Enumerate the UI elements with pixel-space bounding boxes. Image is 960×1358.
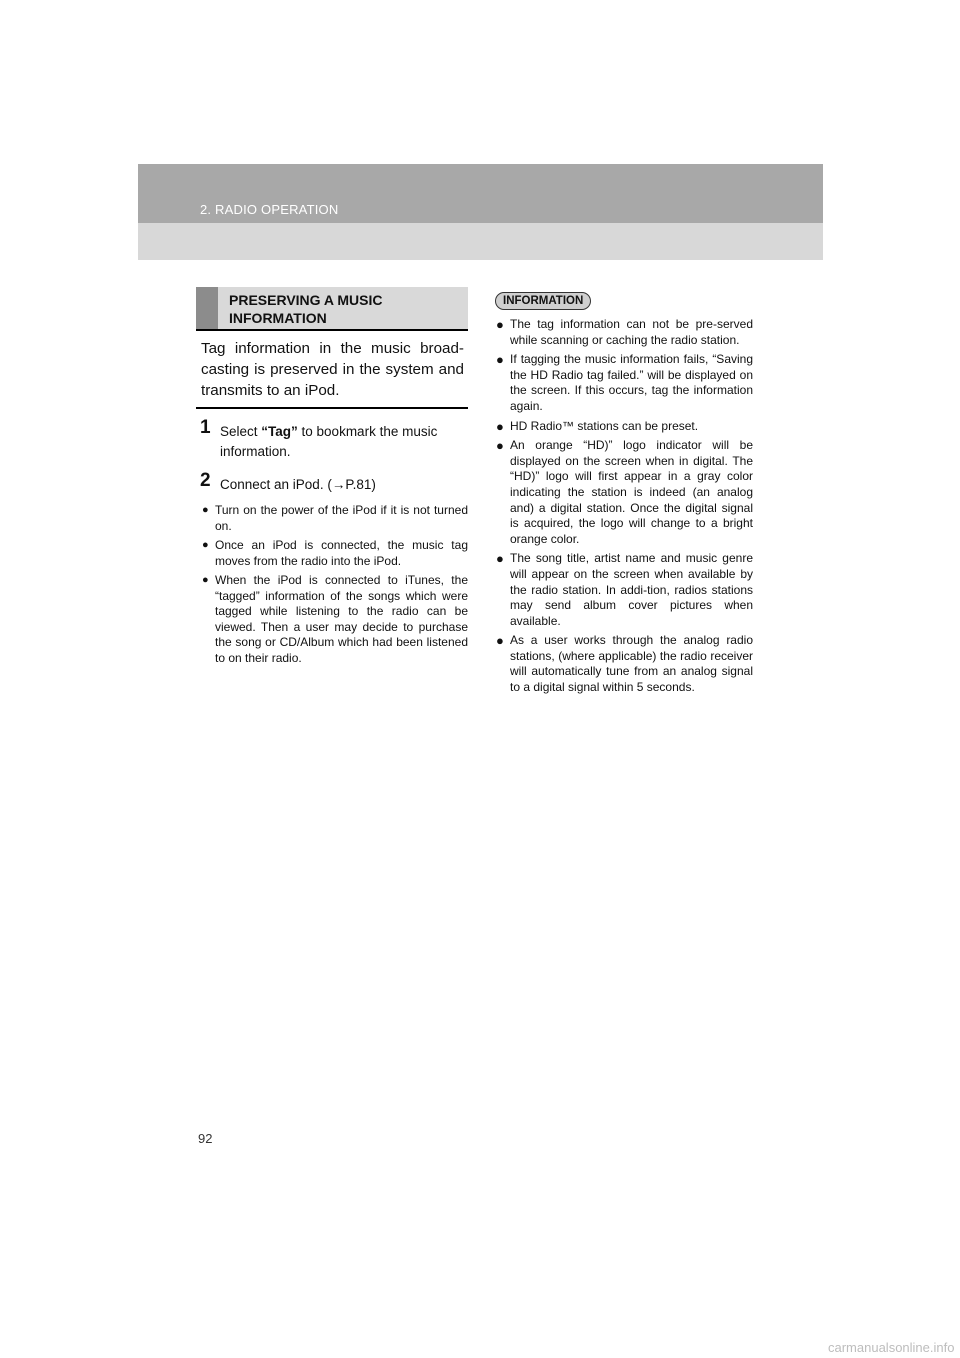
information-column bbox=[495, 291, 753, 700]
list-item-text: The tag information can not be pre-served while scanning or caching the radio station. bbox=[510, 317, 753, 347]
list-item bbox=[495, 317, 753, 348]
list-item bbox=[495, 419, 753, 435]
list-item-text: As a user works through the analog radio stations, (where applicable) the radio receiver will automatically tune from an analog signal to a digital signal within 5 seconds. bbox=[510, 633, 753, 695]
heading-bar bbox=[196, 287, 218, 329]
step-2 bbox=[196, 470, 468, 495]
step-text-post: to bookmark the music information. bbox=[220, 424, 438, 459]
bullet-icon: ● bbox=[496, 352, 504, 368]
intro-text: Tag information in the music broad-casting is preserved in the system and transmits to an iPod. bbox=[196, 331, 468, 409]
step-number: 1 bbox=[200, 417, 211, 438]
section-heading bbox=[196, 287, 468, 331]
step-text-pre: Select bbox=[220, 424, 262, 439]
step-bullets bbox=[196, 503, 468, 666]
bullet-icon: ● bbox=[496, 317, 504, 332]
bullet-icon: ● bbox=[496, 551, 504, 567]
left-column bbox=[196, 287, 468, 670]
list-item-text: Once an iPod is connected, the music tag moves from the radio into the iPod. bbox=[215, 538, 468, 568]
header-band-dark bbox=[138, 164, 823, 223]
list-item-text: HD Radio™ stations can be preset. bbox=[510, 418, 699, 433]
list-item-text: An orange “HD)” logo indicator will be displayed on the screen when in digital. The “HD)” logo will first appear in a gray color indicating the station is indeed (an analog and) a digital station. Once the digital signal is acquired, the logo will change to a bright orange color. bbox=[510, 438, 753, 546]
bullet-icon: ● bbox=[202, 539, 209, 551]
header-band-light bbox=[138, 223, 823, 260]
list-item bbox=[495, 438, 753, 547]
bullet-icon: ● bbox=[202, 574, 209, 586]
list-item bbox=[202, 538, 468, 569]
bullet-icon: ● bbox=[496, 418, 504, 434]
list-item-text: The song title, artist name and music genre will appear on the screen when available by the radio station. In addi-tion, radios stations may send album cover pictures when available. bbox=[510, 551, 753, 628]
heading-text: PRESERVING A MUSIC INFORMATION bbox=[229, 292, 383, 326]
list-item-text: Turn on the power of the iPod if it is not turned on. bbox=[215, 503, 468, 533]
list-item bbox=[495, 633, 753, 695]
list-item-text: If tagging the music information fails, “Saving the HD Radio tag failed.” will be displayed on the screen. If this occurs, tag the information again. bbox=[510, 352, 753, 413]
section-title: 2. RADIO OPERATION bbox=[200, 202, 339, 217]
information-badge: INFORMATION bbox=[495, 292, 591, 310]
list-item bbox=[495, 352, 753, 414]
list-item-text: When the iPod is connected to iTunes, the “tagged” information of the songs which were tagged while listening to the radio can be viewed. Then a user may decide to purchase the song or CD/Album which had been listened to on their radio. bbox=[215, 573, 468, 665]
bullet-icon: ● bbox=[496, 438, 504, 454]
step-number: 2 bbox=[200, 470, 211, 491]
page-header bbox=[138, 164, 823, 260]
page-number: 92 bbox=[198, 1131, 213, 1146]
bullet-icon: ● bbox=[496, 633, 504, 649]
list-item bbox=[202, 573, 468, 666]
tag-keyword: “Tag” bbox=[261, 424, 298, 439]
step-1 bbox=[196, 417, 468, 462]
watermark: carmanualsonline.info bbox=[828, 1340, 955, 1355]
step-text: Connect an iPod. (→P.81) bbox=[220, 477, 376, 492]
list-item bbox=[202, 503, 468, 534]
bullet-icon: ● bbox=[202, 504, 209, 516]
information-list bbox=[495, 317, 753, 696]
list-item bbox=[495, 551, 753, 629]
